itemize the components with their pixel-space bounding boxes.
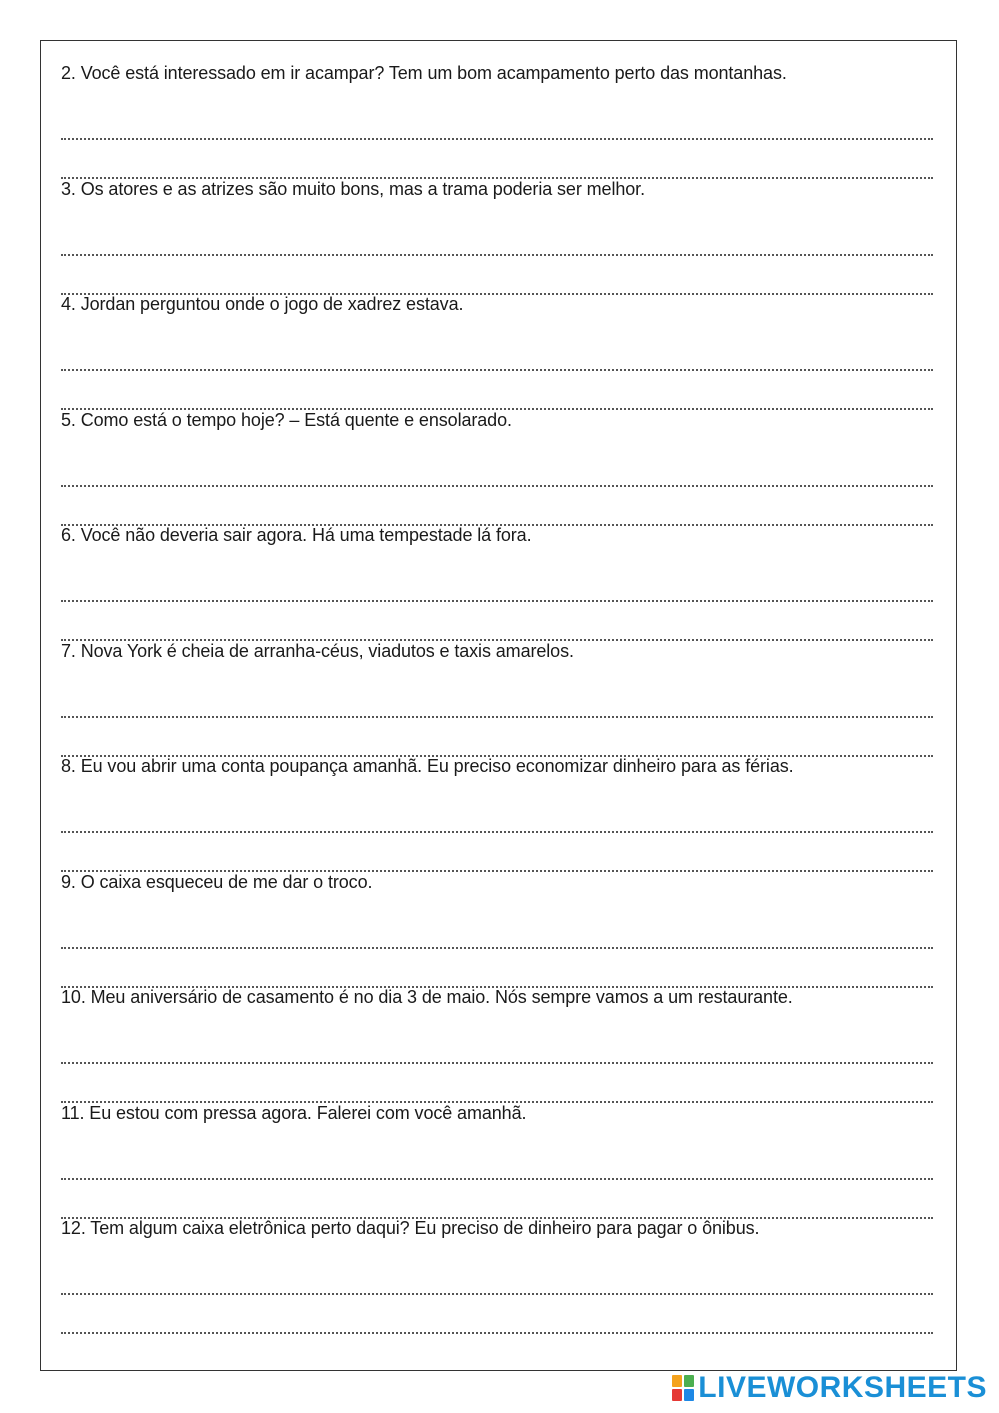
exercise-item (61, 985, 935, 1101)
exercise-prompt: 11. Eu estou com pressa agora. Falerei com você amanhã. (61, 1102, 527, 1123)
exercise-item (61, 523, 935, 639)
answer-line-2[interactable] (61, 1195, 933, 1219)
exercise-item (61, 639, 935, 755)
answer-line-1[interactable] (61, 809, 933, 833)
answer-line-2[interactable] (61, 964, 933, 988)
answer-line-2[interactable] (61, 386, 933, 410)
exercise-list (61, 61, 935, 1332)
answer-line-1[interactable] (61, 925, 933, 949)
exercise-item (61, 1216, 935, 1332)
exercise-prompt: 12. Tem algum caixa eletrônica perto daqui? Eu preciso de dinheiro para pagar o ônibus. (61, 1218, 760, 1238)
brand-name: LIVEWORKSHEETS (698, 1371, 987, 1404)
exercise-item (61, 1101, 935, 1217)
answer-line-2[interactable] (61, 617, 933, 641)
answer-line-2[interactable] (61, 848, 933, 872)
answer-line-1[interactable] (61, 116, 933, 140)
exercise-prompt: 6. Você não deveria sair agora. Há uma tempestade lá fora. (61, 525, 532, 545)
answer-line-1[interactable] (61, 347, 933, 371)
answer-line-1[interactable] (61, 463, 933, 487)
answer-line-1[interactable] (61, 694, 933, 718)
logo-block-4 (684, 1389, 694, 1401)
answer-line-2[interactable] (61, 733, 933, 757)
exercise-item (61, 177, 935, 293)
exercise-prompt: 8. Eu vou abrir uma conta poupança amanhã. Eu preciso economizar dinheiro para as férias. (61, 756, 794, 776)
exercise-prompt: 4. Jordan perguntou onde o jogo de xadrez estava. (61, 294, 464, 314)
exercise-prompt: 9. O caixa esqueceu de me dar o troco. (61, 871, 373, 892)
logo-block-2 (684, 1375, 694, 1387)
answer-line-2[interactable] (61, 155, 933, 179)
exercise-prompt: 3. Os atores e as atrizes são muito bons, mas a trama poderia ser melhor. (61, 178, 645, 199)
liveworksheets-brand (672, 1371, 987, 1405)
answer-line-1[interactable] (61, 232, 933, 256)
liveworksheets-logo-icon (672, 1375, 694, 1401)
exercise-item (61, 61, 935, 177)
answer-line-1[interactable] (61, 1156, 933, 1180)
answer-line-1[interactable] (61, 1040, 933, 1064)
exercise-prompt: 5. Como está o tempo hoje? – Está quente e ensolarado. (61, 409, 512, 430)
exercise-prompt: 10. Meu aniversário de casamento é no dia 3 de maio. Nós sempre vamos a um restaurante. (61, 987, 793, 1007)
exercise-item (61, 754, 935, 870)
answer-line-1[interactable] (61, 578, 933, 602)
answer-line-2[interactable] (61, 1079, 933, 1103)
exercise-prompt: 2. Você está interessado em ir acampar? Tem um bom acampamento perto das montanhas. (61, 63, 787, 83)
worksheet-page (40, 40, 957, 1371)
exercise-prompt: 7. Nova York é cheia de arranha-céus, viadutos e taxis amarelos. (61, 640, 574, 661)
exercise-item (61, 408, 935, 524)
answer-line-2[interactable] (61, 1310, 933, 1334)
answer-line-2[interactable] (61, 271, 933, 295)
logo-block-1 (672, 1375, 682, 1387)
answer-line-1[interactable] (61, 1271, 933, 1295)
answer-line-2[interactable] (61, 502, 933, 526)
exercise-item (61, 292, 935, 408)
exercise-item (61, 870, 935, 986)
logo-block-3 (672, 1389, 682, 1401)
